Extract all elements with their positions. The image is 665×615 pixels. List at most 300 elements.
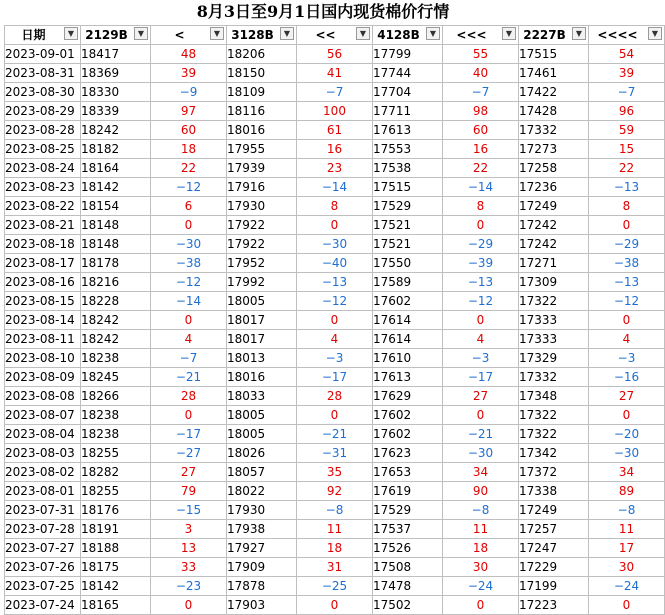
price-cell[interactable]: 17502 bbox=[373, 596, 443, 615]
change-cell[interactable]: 18 bbox=[297, 539, 373, 558]
price-cell[interactable]: 17508 bbox=[373, 558, 443, 577]
price-cell[interactable]: 17322 bbox=[519, 406, 589, 425]
price-cell[interactable]: 17930 bbox=[227, 501, 297, 520]
date-cell[interactable]: 2023-07-28 bbox=[5, 520, 81, 539]
price-cell[interactable]: 17711 bbox=[373, 102, 443, 121]
date-cell[interactable]: 2023-08-18 bbox=[5, 235, 81, 254]
change-cell[interactable]: 17 bbox=[589, 539, 665, 558]
change-cell[interactable]: 30 bbox=[589, 558, 665, 577]
change-cell[interactable]: 28 bbox=[151, 387, 227, 406]
price-cell[interactable]: 17199 bbox=[519, 577, 589, 596]
price-cell[interactable]: 18182 bbox=[81, 140, 151, 159]
price-cell[interactable]: 17952 bbox=[227, 254, 297, 273]
date-cell[interactable]: 2023-08-09 bbox=[5, 368, 81, 387]
price-cell[interactable]: 17922 bbox=[227, 235, 297, 254]
change-cell[interactable]: −3 bbox=[443, 349, 519, 368]
filter-dropdown-icon[interactable]: ▼ bbox=[426, 27, 440, 40]
change-cell[interactable]: −14 bbox=[297, 178, 373, 197]
change-cell[interactable]: 8 bbox=[443, 197, 519, 216]
change-cell[interactable]: 4 bbox=[297, 330, 373, 349]
change-cell[interactable]: 89 bbox=[589, 482, 665, 501]
price-cell[interactable]: 17602 bbox=[373, 425, 443, 444]
price-cell[interactable]: 17273 bbox=[519, 140, 589, 159]
price-cell[interactable]: 18266 bbox=[81, 387, 151, 406]
change-cell[interactable]: 27 bbox=[589, 387, 665, 406]
change-cell[interactable]: 39 bbox=[151, 64, 227, 83]
price-cell[interactable]: 17610 bbox=[373, 349, 443, 368]
change-cell[interactable]: −8 bbox=[589, 501, 665, 520]
change-cell[interactable]: 16 bbox=[443, 140, 519, 159]
table-row bbox=[5, 444, 665, 463]
date-cell[interactable]: 2023-08-17 bbox=[5, 254, 81, 273]
price-cell[interactable]: 17623 bbox=[373, 444, 443, 463]
header-row bbox=[5, 26, 665, 45]
price-cell[interactable]: 18016 bbox=[227, 121, 297, 140]
change-cell[interactable]: −17 bbox=[151, 425, 227, 444]
price-cell[interactable]: 18188 bbox=[81, 539, 151, 558]
change-cell[interactable]: −3 bbox=[297, 349, 373, 368]
price-cell[interactable]: 17613 bbox=[373, 121, 443, 140]
change-cell[interactable]: −8 bbox=[443, 501, 519, 520]
price-cell[interactable]: 18176 bbox=[81, 501, 151, 520]
change-cell[interactable]: 60 bbox=[443, 121, 519, 140]
price-cell[interactable]: 17537 bbox=[373, 520, 443, 539]
price-cell[interactable]: 18164 bbox=[81, 159, 151, 178]
filter-dropdown-icon[interactable]: ▼ bbox=[280, 27, 294, 40]
date-cell[interactable]: 2023-08-11 bbox=[5, 330, 81, 349]
change-cell[interactable]: −29 bbox=[443, 235, 519, 254]
price-cell[interactable]: 17309 bbox=[519, 273, 589, 292]
price-cell[interactable]: 17322 bbox=[519, 292, 589, 311]
price-cell[interactable]: 17342 bbox=[519, 444, 589, 463]
change-cell[interactable]: 0 bbox=[443, 596, 519, 615]
price-cell[interactable]: 17589 bbox=[373, 273, 443, 292]
column-header-1 bbox=[81, 26, 151, 45]
change-cell[interactable]: 34 bbox=[443, 463, 519, 482]
change-cell[interactable]: 0 bbox=[297, 596, 373, 615]
change-cell[interactable]: −30 bbox=[589, 444, 665, 463]
change-cell[interactable]: 31 bbox=[297, 558, 373, 577]
price-cell[interactable]: 18175 bbox=[81, 558, 151, 577]
change-cell[interactable]: −8 bbox=[297, 501, 373, 520]
price-cell[interactable]: 18016 bbox=[227, 368, 297, 387]
price-cell[interactable]: 18109 bbox=[227, 83, 297, 102]
price-cell[interactable]: 18242 bbox=[81, 121, 151, 140]
column-header-label: 2129B bbox=[85, 28, 128, 42]
price-cell[interactable]: 18005 bbox=[227, 425, 297, 444]
change-cell[interactable]: 39 bbox=[589, 64, 665, 83]
date-cell[interactable]: 2023-08-07 bbox=[5, 406, 81, 425]
date-cell[interactable]: 2023-07-25 bbox=[5, 577, 81, 596]
change-cell[interactable]: −12 bbox=[589, 292, 665, 311]
price-cell[interactable]: 17461 bbox=[519, 64, 589, 83]
change-cell[interactable]: −21 bbox=[151, 368, 227, 387]
price-cell[interactable]: 17909 bbox=[227, 558, 297, 577]
price-cell[interactable]: 18238 bbox=[81, 406, 151, 425]
change-cell[interactable]: 16 bbox=[297, 140, 373, 159]
change-cell[interactable]: 98 bbox=[443, 102, 519, 121]
price-cell[interactable]: 17428 bbox=[519, 102, 589, 121]
change-cell[interactable]: 40 bbox=[443, 64, 519, 83]
price-cell[interactable]: 17614 bbox=[373, 311, 443, 330]
change-cell[interactable]: 23 bbox=[297, 159, 373, 178]
price-cell[interactable]: 18005 bbox=[227, 292, 297, 311]
change-cell[interactable]: 0 bbox=[589, 596, 665, 615]
date-cell[interactable]: 2023-07-26 bbox=[5, 558, 81, 577]
change-cell[interactable]: 11 bbox=[297, 520, 373, 539]
price-cell[interactable]: 17927 bbox=[227, 539, 297, 558]
change-cell[interactable]: 0 bbox=[589, 406, 665, 425]
price-cell[interactable]: 18150 bbox=[227, 64, 297, 83]
date-cell[interactable]: 2023-08-10 bbox=[5, 349, 81, 368]
change-cell[interactable]: −3 bbox=[589, 349, 665, 368]
change-cell[interactable]: 28 bbox=[297, 387, 373, 406]
change-cell[interactable]: −14 bbox=[151, 292, 227, 311]
change-cell[interactable]: −40 bbox=[297, 254, 373, 273]
filter-dropdown-icon[interactable]: ▼ bbox=[210, 27, 224, 40]
table-row bbox=[5, 273, 665, 292]
price-cell[interactable]: 17247 bbox=[519, 539, 589, 558]
table-row bbox=[5, 330, 665, 349]
price-cell[interactable]: 17602 bbox=[373, 406, 443, 425]
change-cell[interactable]: 0 bbox=[297, 406, 373, 425]
price-cell[interactable]: 18330 bbox=[81, 83, 151, 102]
change-cell[interactable]: −15 bbox=[151, 501, 227, 520]
price-cell[interactable]: 18154 bbox=[81, 197, 151, 216]
date-cell[interactable]: 2023-08-04 bbox=[5, 425, 81, 444]
price-cell[interactable]: 17799 bbox=[373, 45, 443, 64]
price-cell[interactable]: 18228 bbox=[81, 292, 151, 311]
date-cell[interactable]: 2023-08-03 bbox=[5, 444, 81, 463]
price-cell[interactable]: 18339 bbox=[81, 102, 151, 121]
date-cell[interactable]: 2023-09-01 bbox=[5, 45, 81, 64]
sheet-title: 8月3日至9月1日国内现货棉价行情 bbox=[196, 2, 450, 21]
price-cell[interactable]: 18057 bbox=[227, 463, 297, 482]
date-cell[interactable]: 2023-08-22 bbox=[5, 197, 81, 216]
date-cell[interactable]: 2023-08-31 bbox=[5, 64, 81, 83]
date-cell[interactable]: 2023-07-27 bbox=[5, 539, 81, 558]
price-cell[interactable]: 18116 bbox=[227, 102, 297, 121]
price-cell[interactable]: 18191 bbox=[81, 520, 151, 539]
change-cell[interactable]: −13 bbox=[589, 178, 665, 197]
change-cell[interactable]: −21 bbox=[443, 425, 519, 444]
date-cell[interactable]: 2023-08-14 bbox=[5, 311, 81, 330]
change-cell[interactable]: 11 bbox=[589, 520, 665, 539]
price-cell[interactable]: 18282 bbox=[81, 463, 151, 482]
price-cell[interactable]: 18417 bbox=[81, 45, 151, 64]
change-cell[interactable]: 0 bbox=[297, 216, 373, 235]
price-cell[interactable]: 18238 bbox=[81, 349, 151, 368]
price-cell[interactable]: 18255 bbox=[81, 482, 151, 501]
price-cell[interactable]: 17538 bbox=[373, 159, 443, 178]
change-cell[interactable]: −12 bbox=[151, 273, 227, 292]
change-cell[interactable]: 0 bbox=[443, 406, 519, 425]
change-cell[interactable]: −9 bbox=[151, 83, 227, 102]
filter-dropdown-icon[interactable]: ▼ bbox=[64, 27, 78, 40]
change-cell[interactable]: −30 bbox=[297, 235, 373, 254]
price-cell[interactable]: 17602 bbox=[373, 292, 443, 311]
change-cell[interactable]: −30 bbox=[151, 235, 227, 254]
price-cell[interactable]: 17614 bbox=[373, 330, 443, 349]
price-cell[interactable]: 18033 bbox=[227, 387, 297, 406]
change-cell[interactable]: −30 bbox=[443, 444, 519, 463]
change-cell[interactable]: −24 bbox=[589, 577, 665, 596]
change-cell[interactable]: −25 bbox=[297, 577, 373, 596]
change-cell[interactable]: −7 bbox=[589, 83, 665, 102]
filter-dropdown-icon[interactable]: ▼ bbox=[356, 27, 370, 40]
change-cell[interactable]: 54 bbox=[589, 45, 665, 64]
price-cell[interactable]: 17242 bbox=[519, 235, 589, 254]
price-cell[interactable]: 17930 bbox=[227, 197, 297, 216]
price-cell[interactable]: 17332 bbox=[519, 368, 589, 387]
change-cell[interactable]: 41 bbox=[297, 64, 373, 83]
filter-dropdown-icon[interactable]: ▼ bbox=[648, 27, 662, 40]
price-cell[interactable]: 18238 bbox=[81, 425, 151, 444]
change-cell[interactable]: 92 bbox=[297, 482, 373, 501]
price-cell[interactable]: 17619 bbox=[373, 482, 443, 501]
change-cell[interactable]: 97 bbox=[151, 102, 227, 121]
date-cell[interactable]: 2023-08-21 bbox=[5, 216, 81, 235]
change-cell[interactable]: 22 bbox=[151, 159, 227, 178]
price-cell[interactable]: 17878 bbox=[227, 577, 297, 596]
price-cell[interactable]: 17553 bbox=[373, 140, 443, 159]
price-cell[interactable]: 17529 bbox=[373, 501, 443, 520]
price-cell[interactable]: 18142 bbox=[81, 178, 151, 197]
date-cell[interactable]: 2023-08-08 bbox=[5, 387, 81, 406]
column-header-label: 3128B bbox=[231, 28, 274, 42]
change-cell[interactable]: 0 bbox=[151, 596, 227, 615]
change-cell[interactable]: 22 bbox=[589, 159, 665, 178]
price-cell[interactable]: 17223 bbox=[519, 596, 589, 615]
price-cell[interactable]: 18369 bbox=[81, 64, 151, 83]
change-cell[interactable]: 8 bbox=[297, 197, 373, 216]
date-cell[interactable]: 2023-08-01 bbox=[5, 482, 81, 501]
change-cell[interactable]: 0 bbox=[443, 311, 519, 330]
change-cell[interactable]: −12 bbox=[151, 178, 227, 197]
price-cell[interactable]: 18206 bbox=[227, 45, 297, 64]
price-cell[interactable]: 18013 bbox=[227, 349, 297, 368]
change-cell[interactable]: −23 bbox=[151, 577, 227, 596]
table-row bbox=[5, 254, 665, 273]
change-cell[interactable]: 4 bbox=[443, 330, 519, 349]
price-cell[interactable]: 17271 bbox=[519, 254, 589, 273]
price-cell[interactable]: 17322 bbox=[519, 425, 589, 444]
change-cell[interactable]: −29 bbox=[589, 235, 665, 254]
price-cell[interactable]: 17613 bbox=[373, 368, 443, 387]
table-row bbox=[5, 178, 665, 197]
change-cell[interactable]: 4 bbox=[151, 330, 227, 349]
change-cell[interactable]: 27 bbox=[443, 387, 519, 406]
change-cell[interactable]: −38 bbox=[151, 254, 227, 273]
price-cell[interactable]: 17938 bbox=[227, 520, 297, 539]
date-cell[interactable]: 2023-08-28 bbox=[5, 121, 81, 140]
change-cell[interactable]: −31 bbox=[297, 444, 373, 463]
change-cell[interactable]: −21 bbox=[297, 425, 373, 444]
change-cell[interactable]: 6 bbox=[151, 197, 227, 216]
filter-dropdown-icon[interactable]: ▼ bbox=[572, 27, 586, 40]
price-cell[interactable]: 17526 bbox=[373, 539, 443, 558]
change-cell[interactable]: 0 bbox=[151, 406, 227, 425]
change-cell[interactable]: 27 bbox=[151, 463, 227, 482]
date-cell[interactable]: 2023-08-25 bbox=[5, 140, 81, 159]
price-cell[interactable]: 17249 bbox=[519, 501, 589, 520]
change-cell[interactable]: 48 bbox=[151, 45, 227, 64]
change-cell[interactable]: −7 bbox=[151, 349, 227, 368]
price-cell[interactable]: 17922 bbox=[227, 216, 297, 235]
price-cell[interactable]: 17348 bbox=[519, 387, 589, 406]
price-cell[interactable]: 18148 bbox=[81, 235, 151, 254]
column-header-label: <<< bbox=[456, 28, 487, 42]
price-cell[interactable]: 17372 bbox=[519, 463, 589, 482]
price-cell[interactable]: 18022 bbox=[227, 482, 297, 501]
table-row bbox=[5, 349, 665, 368]
change-cell[interactable]: −12 bbox=[443, 292, 519, 311]
change-cell[interactable]: −12 bbox=[297, 292, 373, 311]
price-cell[interactable]: 17242 bbox=[519, 216, 589, 235]
change-cell[interactable]: −14 bbox=[443, 178, 519, 197]
price-cell[interactable]: 17704 bbox=[373, 83, 443, 102]
change-cell[interactable]: −24 bbox=[443, 577, 519, 596]
price-cell[interactable]: 17955 bbox=[227, 140, 297, 159]
change-cell[interactable]: 56 bbox=[297, 45, 373, 64]
change-cell[interactable]: 100 bbox=[297, 102, 373, 121]
change-cell[interactable]: 0 bbox=[151, 216, 227, 235]
change-cell[interactable]: 18 bbox=[443, 539, 519, 558]
change-cell[interactable]: 8 bbox=[589, 197, 665, 216]
price-cell[interactable]: 18017 bbox=[227, 330, 297, 349]
date-cell[interactable]: 2023-08-23 bbox=[5, 178, 81, 197]
change-cell[interactable]: −7 bbox=[443, 83, 519, 102]
change-cell[interactable]: −13 bbox=[443, 273, 519, 292]
price-cell[interactable]: 18178 bbox=[81, 254, 151, 273]
date-cell[interactable]: 2023-08-15 bbox=[5, 292, 81, 311]
price-cell[interactable]: 17249 bbox=[519, 197, 589, 216]
date-cell[interactable]: 2023-08-29 bbox=[5, 102, 81, 121]
date-cell[interactable]: 2023-08-02 bbox=[5, 463, 81, 482]
date-cell[interactable]: 2023-08-16 bbox=[5, 273, 81, 292]
change-cell[interactable]: 30 bbox=[443, 558, 519, 577]
filter-dropdown-icon[interactable]: ▼ bbox=[502, 27, 516, 40]
change-cell[interactable]: −20 bbox=[589, 425, 665, 444]
column-header-3 bbox=[227, 26, 297, 45]
change-cell[interactable]: −17 bbox=[443, 368, 519, 387]
price-cell[interactable]: 17333 bbox=[519, 330, 589, 349]
change-cell[interactable]: 90 bbox=[443, 482, 519, 501]
price-cell[interactable]: 17992 bbox=[227, 273, 297, 292]
change-cell[interactable]: 0 bbox=[297, 311, 373, 330]
price-cell[interactable]: 17338 bbox=[519, 482, 589, 501]
price-cell[interactable]: 18148 bbox=[81, 216, 151, 235]
price-cell[interactable]: 17329 bbox=[519, 349, 589, 368]
change-cell[interactable]: 59 bbox=[589, 121, 665, 140]
price-cell[interactable]: 17903 bbox=[227, 596, 297, 615]
date-cell[interactable]: 2023-08-30 bbox=[5, 83, 81, 102]
table-row bbox=[5, 216, 665, 235]
change-cell[interactable]: −27 bbox=[151, 444, 227, 463]
price-cell[interactable]: 17333 bbox=[519, 311, 589, 330]
price-cell[interactable]: 17422 bbox=[519, 83, 589, 102]
price-cell[interactable]: 18242 bbox=[81, 311, 151, 330]
change-cell[interactable]: 0 bbox=[589, 311, 665, 330]
change-cell[interactable]: 33 bbox=[151, 558, 227, 577]
change-cell[interactable]: 4 bbox=[589, 330, 665, 349]
change-cell[interactable]: −7 bbox=[297, 83, 373, 102]
change-cell[interactable]: 13 bbox=[151, 539, 227, 558]
price-cell[interactable]: 18142 bbox=[81, 577, 151, 596]
price-cell[interactable]: 17258 bbox=[519, 159, 589, 178]
price-cell[interactable]: 17521 bbox=[373, 235, 443, 254]
column-header-2 bbox=[151, 26, 227, 45]
table-row bbox=[5, 45, 665, 64]
change-cell[interactable]: −17 bbox=[297, 368, 373, 387]
change-cell[interactable]: −16 bbox=[589, 368, 665, 387]
change-cell[interactable]: 0 bbox=[443, 216, 519, 235]
price-cell[interactable]: 17916 bbox=[227, 178, 297, 197]
change-cell[interactable]: 55 bbox=[443, 45, 519, 64]
price-cell[interactable]: 18255 bbox=[81, 444, 151, 463]
change-cell[interactable]: 34 bbox=[589, 463, 665, 482]
date-cell[interactable]: 2023-07-31 bbox=[5, 501, 81, 520]
change-cell[interactable]: 35 bbox=[297, 463, 373, 482]
change-cell[interactable]: 60 bbox=[151, 121, 227, 140]
change-cell[interactable]: −38 bbox=[589, 254, 665, 273]
change-cell[interactable]: −39 bbox=[443, 254, 519, 273]
column-header-label: 4128B bbox=[377, 28, 420, 42]
price-cell[interactable]: 17629 bbox=[373, 387, 443, 406]
change-cell[interactable]: 0 bbox=[151, 311, 227, 330]
price-cell[interactable]: 17236 bbox=[519, 178, 589, 197]
change-cell[interactable]: 18 bbox=[151, 140, 227, 159]
price-cell[interactable]: 17257 bbox=[519, 520, 589, 539]
price-cell[interactable]: 18245 bbox=[81, 368, 151, 387]
price-cell[interactable]: 17515 bbox=[519, 45, 589, 64]
date-cell[interactable]: 2023-07-24 bbox=[5, 596, 81, 615]
price-cell[interactable]: 17744 bbox=[373, 64, 443, 83]
column-header-7 bbox=[519, 26, 589, 45]
price-cell[interactable]: 17521 bbox=[373, 216, 443, 235]
price-cell[interactable]: 17550 bbox=[373, 254, 443, 273]
change-cell[interactable]: 96 bbox=[589, 102, 665, 121]
price-cell[interactable]: 17515 bbox=[373, 178, 443, 197]
price-cell[interactable]: 17529 bbox=[373, 197, 443, 216]
price-cell[interactable]: 18017 bbox=[227, 311, 297, 330]
price-cell[interactable]: 18005 bbox=[227, 406, 297, 425]
change-cell[interactable]: 11 bbox=[443, 520, 519, 539]
change-cell[interactable]: −13 bbox=[589, 273, 665, 292]
change-cell[interactable]: 3 bbox=[151, 520, 227, 539]
price-cell[interactable]: 17939 bbox=[227, 159, 297, 178]
date-cell[interactable]: 2023-08-24 bbox=[5, 159, 81, 178]
price-cell[interactable]: 18165 bbox=[81, 596, 151, 615]
price-cell[interactable]: 17653 bbox=[373, 463, 443, 482]
table-row bbox=[5, 83, 665, 102]
table-row bbox=[5, 406, 665, 425]
filter-dropdown-icon[interactable]: ▼ bbox=[134, 27, 148, 40]
change-cell[interactable]: 0 bbox=[589, 216, 665, 235]
change-cell[interactable]: −13 bbox=[297, 273, 373, 292]
price-cell[interactable]: 17332 bbox=[519, 121, 589, 140]
price-cell[interactable]: 17478 bbox=[373, 577, 443, 596]
price-cell[interactable]: 18026 bbox=[227, 444, 297, 463]
change-cell[interactable]: 79 bbox=[151, 482, 227, 501]
price-cell[interactable]: 17229 bbox=[519, 558, 589, 577]
change-cell[interactable]: 61 bbox=[297, 121, 373, 140]
price-cell[interactable]: 18242 bbox=[81, 330, 151, 349]
table-body bbox=[5, 45, 665, 615]
change-cell[interactable]: 15 bbox=[589, 140, 665, 159]
change-cell[interactable]: 22 bbox=[443, 159, 519, 178]
price-cell[interactable]: 18216 bbox=[81, 273, 151, 292]
